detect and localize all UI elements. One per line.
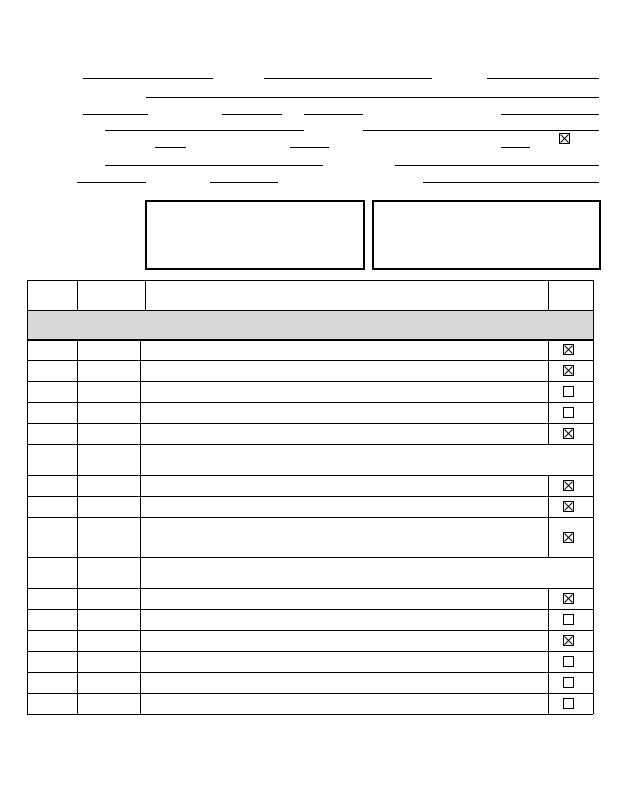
column-divider: [77, 496, 78, 517]
table-right-border: [593, 423, 594, 444]
table-left-border: [27, 444, 28, 475]
table-left-border: [27, 402, 28, 423]
x-mark-icon: [564, 345, 573, 354]
x-mark-icon: [564, 502, 573, 511]
table-right-border: [593, 651, 594, 672]
header-bottom-border: [27, 310, 593, 311]
header-column-divider: [77, 280, 78, 310]
column-divider: [548, 517, 549, 557]
table-right-border: [593, 402, 594, 423]
blank-line-field[interactable]: [105, 165, 323, 166]
column-divider: [140, 651, 141, 672]
column-divider: [77, 693, 78, 714]
column-divider: [77, 423, 78, 444]
blank-line-field[interactable]: [290, 147, 329, 148]
row-checkbox[interactable]: [563, 428, 574, 439]
table-right-border: [593, 360, 594, 381]
table-left-border: [27, 630, 28, 651]
blank-line-field[interactable]: [83, 78, 213, 79]
header-column-divider: [548, 280, 549, 310]
blank-line-field[interactable]: [83, 114, 148, 115]
column-divider: [140, 339, 141, 360]
table-right-border: [593, 444, 594, 475]
table-left-border: [27, 609, 28, 630]
column-divider: [77, 360, 78, 381]
column-divider: [548, 609, 549, 630]
header-checkbox[interactable]: [559, 133, 570, 144]
table-left-border: [27, 672, 28, 693]
row-checkbox[interactable]: [563, 407, 574, 418]
info-box-right[interactable]: [372, 200, 601, 270]
table-left-border: [27, 310, 28, 339]
column-divider: [140, 693, 141, 714]
table-right-border: [593, 588, 594, 609]
table-right-border: [593, 339, 594, 360]
column-divider: [548, 588, 549, 609]
blank-line-field[interactable]: [77, 182, 146, 183]
blank-line-field[interactable]: [501, 147, 530, 148]
column-divider: [140, 360, 141, 381]
column-divider: [140, 557, 141, 588]
table-left-border: [27, 360, 28, 381]
row-divider: [27, 444, 593, 445]
column-divider: [548, 360, 549, 381]
column-divider: [77, 381, 78, 402]
column-divider: [548, 693, 549, 714]
blank-line-field[interactable]: [264, 78, 432, 79]
blank-line-field[interactable]: [501, 114, 599, 115]
row-checkbox[interactable]: [563, 656, 574, 667]
blank-line-field[interactable]: [210, 182, 278, 183]
column-divider: [140, 496, 141, 517]
row-checkbox[interactable]: [563, 532, 574, 543]
column-divider: [548, 672, 549, 693]
table-right-border: [593, 496, 594, 517]
row-checkbox[interactable]: [563, 501, 574, 512]
column-divider: [77, 651, 78, 672]
table-left-border: [27, 693, 28, 714]
column-divider: [77, 517, 78, 557]
table-right-border: [593, 280, 594, 339]
table-right-border: [593, 517, 594, 557]
blank-line-field[interactable]: [304, 114, 363, 115]
x-mark-icon: [564, 533, 573, 542]
column-divider: [77, 630, 78, 651]
section-band-bottom: [27, 340, 593, 341]
table-left-border: [27, 517, 28, 557]
row-divider: [27, 651, 593, 652]
table-left-border: [27, 588, 28, 609]
column-divider: [140, 444, 141, 475]
section-band: [27, 310, 593, 339]
table-left-border: [27, 339, 28, 360]
checklist-table: [27, 280, 593, 720]
row-checkbox[interactable]: [563, 344, 574, 355]
row-divider: [27, 402, 593, 403]
column-divider: [77, 475, 78, 496]
column-divider: [140, 609, 141, 630]
row-divider: [27, 630, 593, 631]
row-checkbox[interactable]: [563, 635, 574, 646]
row-divider: [27, 475, 593, 476]
x-mark-icon: [560, 134, 569, 143]
column-divider: [77, 588, 78, 609]
column-divider: [77, 609, 78, 630]
table-right-border: [593, 630, 594, 651]
header-column-divider: [145, 280, 146, 310]
table-right-border: [593, 557, 594, 588]
blank-line-field[interactable]: [395, 165, 599, 166]
blank-line-field[interactable]: [487, 78, 599, 79]
column-divider: [548, 496, 549, 517]
x-mark-icon: [564, 429, 573, 438]
column-divider: [140, 588, 141, 609]
column-divider: [77, 444, 78, 475]
column-divider: [140, 517, 141, 557]
column-divider: [77, 557, 78, 588]
column-divider: [140, 423, 141, 444]
column-divider: [548, 339, 549, 360]
column-divider: [77, 672, 78, 693]
row-divider: [27, 693, 593, 694]
row-checkbox[interactable]: [563, 677, 574, 688]
table-left-border: [27, 475, 28, 496]
blank-line-field[interactable]: [222, 114, 282, 115]
table-right-border: [593, 475, 594, 496]
table-right-border: [593, 672, 594, 693]
row-checkbox[interactable]: [563, 386, 574, 397]
table-left-border: [27, 423, 28, 444]
column-divider: [548, 651, 549, 672]
row-divider: [27, 360, 593, 361]
header-column-divider: [27, 280, 28, 310]
row-checkbox[interactable]: [563, 698, 574, 709]
column-divider: [140, 630, 141, 651]
row-checkbox[interactable]: [563, 480, 574, 491]
table-right-border: [593, 693, 594, 714]
row-checkbox[interactable]: [563, 365, 574, 376]
row-divider: [27, 714, 593, 715]
row-checkbox[interactable]: [563, 593, 574, 604]
column-divider: [548, 402, 549, 423]
blank-line-field[interactable]: [105, 130, 304, 131]
row-checkbox[interactable]: [563, 614, 574, 625]
row-divider: [27, 557, 593, 558]
column-divider: [140, 475, 141, 496]
column-divider: [548, 475, 549, 496]
row-divider: [27, 381, 593, 382]
table-left-border: [27, 496, 28, 517]
row-divider: [27, 517, 593, 518]
x-mark-icon: [564, 636, 573, 645]
blank-line-field[interactable]: [363, 130, 599, 131]
table-right-border: [593, 609, 594, 630]
table-left-border: [27, 651, 28, 672]
column-divider: [548, 630, 549, 651]
column-divider: [548, 423, 549, 444]
blank-line-field[interactable]: [423, 182, 599, 183]
info-box-left[interactable]: [145, 200, 365, 270]
column-divider: [140, 381, 141, 402]
x-mark-icon: [564, 366, 573, 375]
table-left-border: [27, 381, 28, 402]
row-divider: [27, 672, 593, 673]
x-mark-icon: [564, 594, 573, 603]
column-divider: [77, 339, 78, 360]
column-divider: [77, 402, 78, 423]
x-mark-icon: [564, 481, 573, 490]
table-left-border: [27, 557, 28, 588]
table-top-border: [27, 280, 593, 281]
row-divider: [27, 423, 593, 424]
row-divider: [27, 588, 593, 589]
blank-line-field[interactable]: [155, 147, 186, 148]
row-divider: [27, 496, 593, 497]
table-right-border: [593, 381, 594, 402]
blank-line-field[interactable]: [146, 97, 599, 98]
column-divider: [140, 672, 141, 693]
column-divider: [140, 402, 141, 423]
row-divider: [27, 609, 593, 610]
column-divider: [548, 381, 549, 402]
